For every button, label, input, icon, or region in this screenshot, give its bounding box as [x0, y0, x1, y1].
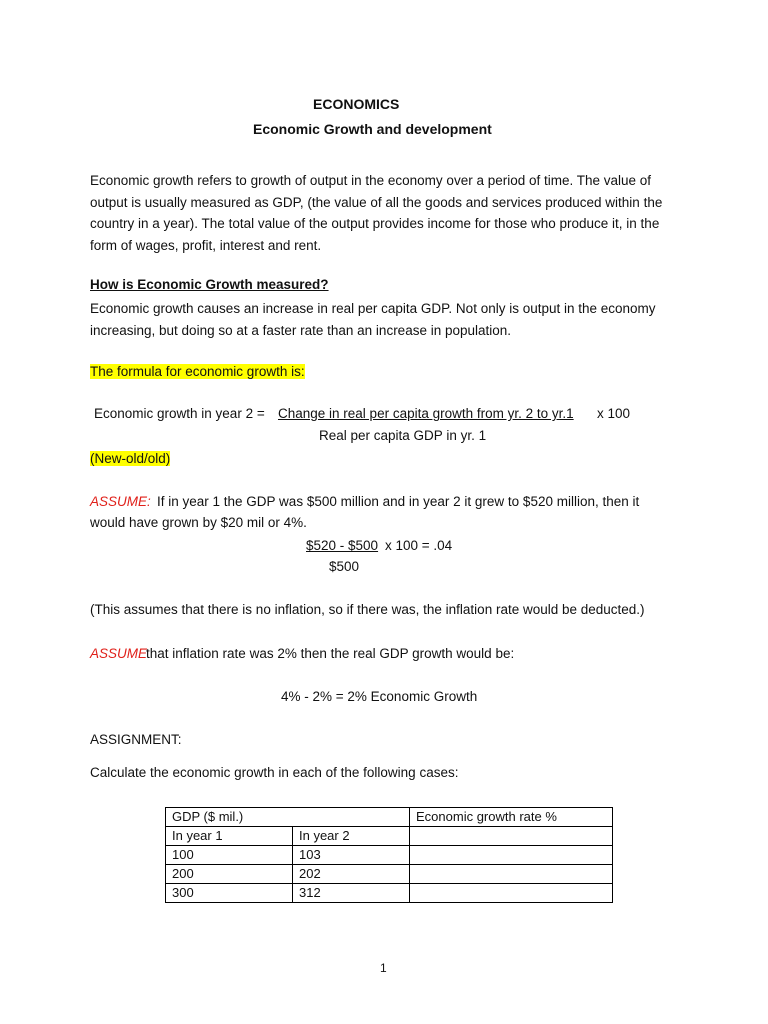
gdp-table [165, 807, 613, 903]
header-year2: In year 2 [293, 827, 410, 846]
example2-result: 4% - 2% = 2% Economic Growth [281, 689, 478, 704]
example1-denominator: $500 [329, 559, 360, 574]
formula-denominator: Real per capita GDP in yr. 1 [319, 428, 487, 443]
cell-year2: 312 [293, 884, 410, 903]
formula-note: (New-old/old) [90, 451, 171, 466]
assignment-heading: ASSIGNMENT: [90, 732, 182, 747]
header-year1: In year 1 [166, 827, 293, 846]
cell-year2: 202 [293, 865, 410, 884]
growth-rate-blank [410, 827, 613, 846]
cell-year1: 300 [166, 884, 293, 903]
table-subheader-row [166, 827, 613, 846]
doc-title: ECONOMICS [313, 96, 400, 112]
example1-line2: would have grown by $20 mil or 4%. [90, 515, 307, 530]
table-row [166, 846, 613, 865]
assume-label-2: ASSUME [90, 646, 148, 661]
example1-multiplier: x 100 = .04 [385, 538, 453, 553]
assignment-instruction: Calculate the economic growth in each of the following cases: [90, 765, 459, 780]
formula-heading: The formula for economic growth is: [90, 364, 305, 379]
cell-year1: 100 [166, 846, 293, 865]
header-gdp: GDP ($ mil.) [166, 808, 410, 827]
inflation-note: (This assumes that there is no inflation, so if there was, the inflation rate would be deducted.) [90, 602, 645, 617]
table-header-row [166, 808, 613, 827]
cell-growth-rate[interactable] [410, 884, 613, 903]
cell-year1: 200 [166, 865, 293, 884]
cell-growth-rate[interactable] [410, 865, 613, 884]
assume-label-1: ASSUME: [90, 494, 151, 509]
example1-numerator: $520 - $500 [306, 538, 379, 553]
formula-numerator: Change in real per capita growth from yr. 2 to yr.1 [278, 406, 574, 421]
example1-line1: If in year 1 the GDP was $500 million and in year 2 it grew to $520 million, then it [157, 494, 640, 509]
intro-paragraph: Economic growth refers to growth of output in the economy over a period of time. The value of output is usually measured as GDP, (the value of all the goods and services produced within the country in a year). The total value of the output provides income for those who produce it, in the form of wages, profit, interest and rent. [90, 173, 663, 253]
cell-growth-rate[interactable] [410, 846, 613, 865]
formula-multiplier: x 100 [597, 406, 631, 421]
measured-heading: How is Economic Growth measured? [90, 277, 329, 292]
table-row [166, 884, 613, 903]
doc-subtitle: Economic Growth and development [253, 121, 492, 137]
formula-lhs: Economic growth in year 2 = [94, 406, 265, 421]
page-number: 1 [380, 961, 387, 975]
cell-year2: 103 [293, 846, 410, 865]
example2-text: that inflation rate was 2% then the real GDP growth would be: [146, 646, 515, 661]
header-growth-rate: Economic growth rate % [410, 808, 613, 827]
table-row [166, 865, 613, 884]
measured-paragraph: Economic growth causes an increase in real per capita GDP. Not only is output in the economy increasing, but doing so at a faster rate than an increase in population. [90, 301, 656, 338]
